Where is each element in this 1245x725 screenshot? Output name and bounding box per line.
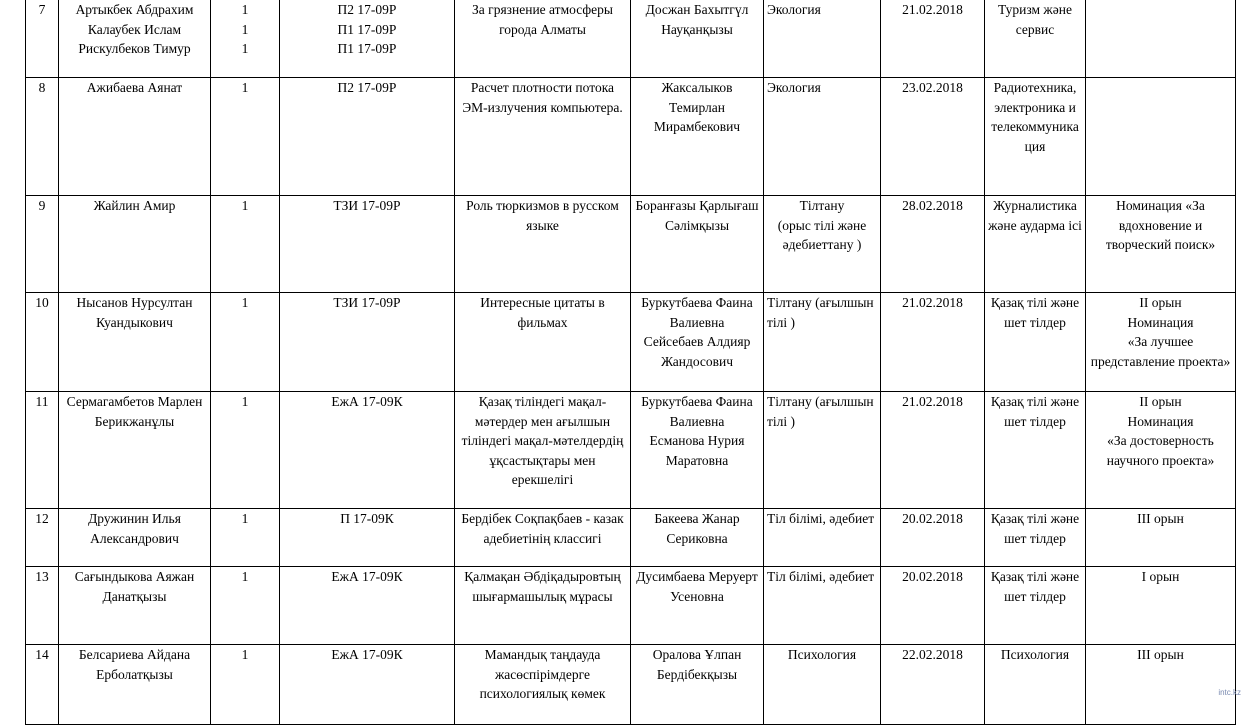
course: 1 bbox=[211, 567, 280, 645]
course: 1 bbox=[211, 196, 280, 293]
specialty: Психология bbox=[985, 645, 1086, 725]
specialty: Қазақ тілі және шет тілдер bbox=[985, 509, 1086, 567]
supervisor: Жаксалыков Темирлан Мирамбекович bbox=[631, 78, 764, 196]
student-name: Жайлин Амир bbox=[59, 196, 211, 293]
section: Тіл білімі, әдебиет bbox=[764, 567, 881, 645]
row-number: 8 bbox=[26, 78, 59, 196]
table-row bbox=[26, 78, 1236, 196]
section: Психология bbox=[764, 645, 881, 725]
table-row bbox=[26, 392, 1236, 509]
result bbox=[1086, 0, 1236, 78]
student-name: Дружинин Илья Александрович bbox=[59, 509, 211, 567]
topic: Расчет плотности потока ЭМ-излучения компьютера. bbox=[455, 78, 631, 196]
row-number: 14 bbox=[26, 645, 59, 725]
topic: Роль тюркизмов в русском языке bbox=[455, 196, 631, 293]
section: Экология bbox=[764, 78, 881, 196]
topic: Интересные цитаты в фильмах bbox=[455, 293, 631, 392]
supervisor: Боранғазы Қарлығаш Сәлімқызы bbox=[631, 196, 764, 293]
site-watermark: intc.kz bbox=[1218, 688, 1241, 697]
group: ЕжА 17-09К bbox=[280, 392, 455, 509]
group: П 17-09К bbox=[280, 509, 455, 567]
result: II орын Номинация «За лучшее представление проекта» bbox=[1086, 293, 1236, 392]
supervisor: Досжан Бахытгүл Науқанқызы bbox=[631, 0, 764, 78]
date: 23.02.2018 bbox=[881, 78, 985, 196]
topic: Бердібек Соқпақбаев - казак адебиетінің классигі bbox=[455, 509, 631, 567]
course: 1 bbox=[211, 645, 280, 725]
group: ЕжА 17-09К bbox=[280, 645, 455, 725]
student-name: Артыкбек Абдрахим Калаубек Ислам Рискулбеков Тимур bbox=[59, 0, 211, 78]
result: I орын bbox=[1086, 567, 1236, 645]
topic: Қазақ тіліндегі мақал-мәтердер мен ағылшын тіліндегі мақал-мәтелдердің ұқсастықтары мен ерекшелігі bbox=[455, 392, 631, 509]
result: III орын bbox=[1086, 645, 1236, 725]
supervisor: Бакеева Жанар Сериковна bbox=[631, 509, 764, 567]
course: 1 bbox=[211, 509, 280, 567]
section: Тілтану (ағылшын тілі ) bbox=[764, 293, 881, 392]
student-name: Нысанов Нурсултан Куандыкович bbox=[59, 293, 211, 392]
specialty: Радиотехника, электроника и телекоммуника ция bbox=[985, 78, 1086, 196]
section: Тіл білімі, әдебиет bbox=[764, 509, 881, 567]
table-row bbox=[26, 0, 1236, 78]
table-row bbox=[26, 293, 1236, 392]
result bbox=[1086, 78, 1236, 196]
row-number: 12 bbox=[26, 509, 59, 567]
date: 28.02.2018 bbox=[881, 196, 985, 293]
row-number: 10 bbox=[26, 293, 59, 392]
course: 1 bbox=[211, 78, 280, 196]
specialty: Қазақ тілі және шет тілдер bbox=[985, 392, 1086, 509]
supervisor: Буркутбаева Фаина Валиевна Сейсебаев Алдияр Жандосович bbox=[631, 293, 764, 392]
date: 21.02.2018 bbox=[881, 293, 985, 392]
topic: За грязнение атмосферы города Алматы bbox=[455, 0, 631, 78]
date: 20.02.2018 bbox=[881, 567, 985, 645]
supervisor: Оралова Ұлпан Бердібекқызы bbox=[631, 645, 764, 725]
course: 1 bbox=[211, 293, 280, 392]
group: ЕжА 17-09К bbox=[280, 567, 455, 645]
section: Тілтану (ағылшын тілі ) bbox=[764, 392, 881, 509]
group: ТЗИ 17-09Р bbox=[280, 293, 455, 392]
result: Номинация «За вдохновение и творческий поиск» bbox=[1086, 196, 1236, 293]
supervisor: Буркутбаева Фаина Валиевна Есманова Нурия Маратовна bbox=[631, 392, 764, 509]
row-number: 13 bbox=[26, 567, 59, 645]
supervisor: Дусимбаева Меруерт Усеновна bbox=[631, 567, 764, 645]
group: ТЗИ 17-09Р bbox=[280, 196, 455, 293]
course: 1 bbox=[211, 392, 280, 509]
section: Экология bbox=[764, 0, 881, 78]
section: Тілтану (орыс тілі және әдебиеттану ) bbox=[764, 196, 881, 293]
specialty: Қазақ тілі және шет тілдер bbox=[985, 293, 1086, 392]
topic: Мамандық таңдауда жасөспірімдерге психологиялық көмек bbox=[455, 645, 631, 725]
date: 21.02.2018 bbox=[881, 392, 985, 509]
table-row bbox=[26, 509, 1236, 567]
student-name: Белсариева Айдана Ерболатқызы bbox=[59, 645, 211, 725]
topic: Қалмақан Әбдіқадыровтың шығармашылық мұрасы bbox=[455, 567, 631, 645]
table-row bbox=[26, 567, 1236, 645]
result: III орын bbox=[1086, 509, 1236, 567]
result: II орын Номинация «За достоверность научного проекта» bbox=[1086, 392, 1236, 509]
specialty: Қазақ тілі және шет тілдер bbox=[985, 567, 1086, 645]
date: 22.02.2018 bbox=[881, 645, 985, 725]
student-name: Сағындыкова Аяжан Данатқызы bbox=[59, 567, 211, 645]
table-row bbox=[26, 645, 1236, 725]
group: П2 17-09Р bbox=[280, 78, 455, 196]
date: 20.02.2018 bbox=[881, 509, 985, 567]
course: 1 1 1 bbox=[211, 0, 280, 78]
student-name: Сермагамбетов Марлен Берикжанұлы bbox=[59, 392, 211, 509]
table-row bbox=[26, 196, 1236, 293]
group: П2 17-09Р П1 17-09Р П1 17-09Р bbox=[280, 0, 455, 78]
row-number: 7 bbox=[26, 0, 59, 78]
results-table bbox=[25, 0, 1236, 725]
specialty: Журналистика және аударма ісі bbox=[985, 196, 1086, 293]
row-number: 9 bbox=[26, 196, 59, 293]
date: 21.02.2018 bbox=[881, 0, 985, 78]
row-number: 11 bbox=[26, 392, 59, 509]
specialty: Туризм және сервис bbox=[985, 0, 1086, 78]
student-name: Ажибаева Аянат bbox=[59, 78, 211, 196]
